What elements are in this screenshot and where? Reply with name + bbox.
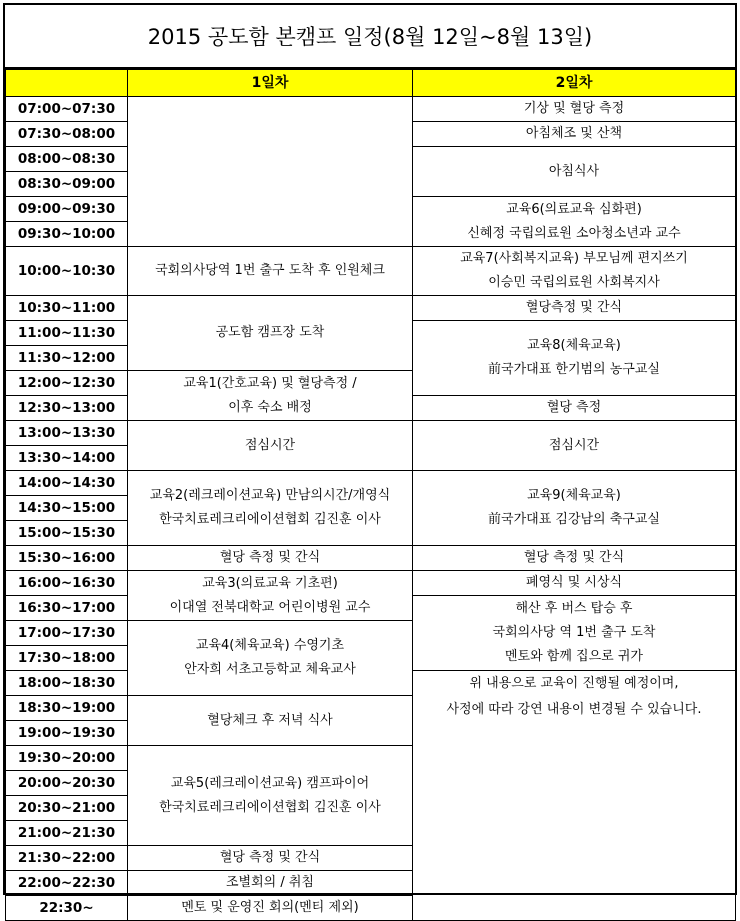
table-row [6,247,736,296]
event-line: 교육3(의료교육 기초편) [202,575,338,591]
time-cell: 17:30~18:00 [6,646,128,671]
event-line: 이대열 전북대학교 어린이병원 교수 [169,599,371,615]
time-cell: 10:00~10:30 [6,247,128,296]
time-cell: 09:30~10:00 [6,222,128,247]
day1-event: 점심시간 [128,421,413,471]
event-line: 교육5(레크레이션교육) 캠프파이어 [170,775,370,791]
page-title: 2015 공도함 본캠프 일정(8월 12일~8월 13일) [5,5,735,69]
schedule-table [5,69,736,921]
time-cell: 19:00~19:30 [6,721,128,746]
event-line: 前국가대표 김강남의 축구교실 [488,512,660,527]
time-cell: 16:30~17:00 [6,596,128,621]
time-cell: 15:00~15:30 [6,521,128,546]
day1-empty [128,97,413,247]
event-line: 이승민 국립의료원 사회복지사 [488,275,660,290]
table-row [6,296,736,321]
table-row [6,421,736,446]
time-cell: 19:30~20:00 [6,746,128,771]
day2-note [413,671,736,921]
time-cell: 09:00~09:30 [6,197,128,222]
time-cell: 14:30~15:00 [6,496,128,521]
event-line: 한국치료레크리에이션협회 김진훈 이사 [159,512,381,527]
time-cell: 22:30~ [6,896,128,921]
table-row [6,546,736,571]
note-line: 위 내용으로 교육이 진행될 예정이며, [469,676,679,691]
day2-event [413,596,736,671]
time-cell: 17:00~17:30 [6,621,128,646]
event-line: 한국치료레크리에이션협회 김진훈 이사 [159,799,381,815]
event-line: 교육9(체육교육) [527,488,621,503]
time-cell: 21:30~22:00 [6,846,128,871]
day1-event [128,471,413,546]
day2-event: 아침체조 및 산책 [413,122,736,147]
time-cell: 08:30~09:00 [6,172,128,197]
time-cell: 07:30~08:00 [6,122,128,147]
time-cell: 07:00~07:30 [6,97,128,122]
day2-event [413,197,736,247]
table-row [6,97,736,122]
day2-event: 혈당 측정 [413,396,736,421]
header-row [6,70,736,97]
time-cell: 10:30~11:00 [6,296,128,321]
event-line: 해산 후 버스 탑승 후 [515,601,633,616]
event-line: 안자희 서초고등학교 체육교사 [184,662,356,677]
day1-event [128,621,413,696]
event-line: 교육2(레크레이션교육) 만남의시간/개영식 [149,488,391,503]
day2-event: 혈당측정 및 간식 [413,296,736,321]
schedule-sheet [3,3,737,916]
event-line: 교육6(의료교육 심화편) [506,201,642,217]
day1-event: 혈당체크 후 저녁 식사 [128,696,413,746]
day2-event: 기상 및 혈당 측정 [413,97,736,122]
header-day1: 1일차 [128,70,413,97]
event-line: 교육7(사회복지교육) 부모님께 편지쓰기 [460,251,688,266]
event-line: 교육4(체육교육) 수영기초 [195,638,345,653]
day2-event [413,247,736,296]
time-cell: 18:30~19:00 [6,696,128,721]
day1-event [128,371,413,421]
event-line: 교육8(체육교육) [527,338,621,353]
header-time [6,70,128,97]
day1-event: 조별회의 / 취침 [128,871,413,896]
day2-event: 점심시간 [413,421,736,471]
time-cell: 13:30~14:00 [6,446,128,471]
day1-event: 공도함 캠프장 도착 [128,296,413,371]
day1-event [128,571,413,621]
time-cell: 22:00~22:30 [6,871,128,896]
header-day2: 2일차 [413,70,736,97]
table-row [6,471,736,496]
day1-event: 멘토 및 운영진 회의(멘티 제외) [128,896,413,921]
day1-event: 혈당 측정 및 간식 [128,846,413,871]
event-line: 멘토와 함께 집으로 귀가 [505,649,643,664]
time-cell: 13:00~13:30 [6,421,128,446]
time-cell: 20:30~21:00 [6,796,128,821]
day2-event: 혈당 측정 및 간식 [413,546,736,571]
time-cell: 15:30~16:00 [6,546,128,571]
time-cell: 12:00~12:30 [6,371,128,396]
time-cell: 11:00~11:30 [6,321,128,346]
event-line: 교육1(간호교육) 및 혈당측정 / [183,375,357,391]
time-cell: 16:00~16:30 [6,571,128,596]
day2-event: 아침식사 [413,147,736,197]
event-line: 국회의사당 역 1번 출구 도착 [492,625,656,640]
note-line: 사정에 따라 강연 내용이 변경될 수 있습니다. [446,702,702,717]
time-cell: 08:00~08:30 [6,147,128,172]
time-cell: 18:00~18:30 [6,671,128,696]
day2-event [413,471,736,546]
day2-event: 폐영식 및 시상식 [413,571,736,596]
time-cell: 20:00~20:30 [6,771,128,796]
table-row [6,571,736,596]
time-cell: 21:00~21:30 [6,821,128,846]
day2-event [413,321,736,396]
event-line: 신혜정 국립의료원 소아청소년과 교수 [467,225,681,241]
day1-event: 혈당 측정 및 간식 [128,546,413,571]
day1-event [128,746,413,846]
time-cell: 11:30~12:00 [6,346,128,371]
event-line: 前국가대표 한기범의 농구교실 [488,362,660,377]
event-line: 이후 숙소 배정 [228,399,312,415]
time-cell: 14:00~14:30 [6,471,128,496]
day1-event: 국회의사당역 1번 출구 도착 후 인원체크 [128,247,413,296]
time-cell: 12:30~13:00 [6,396,128,421]
